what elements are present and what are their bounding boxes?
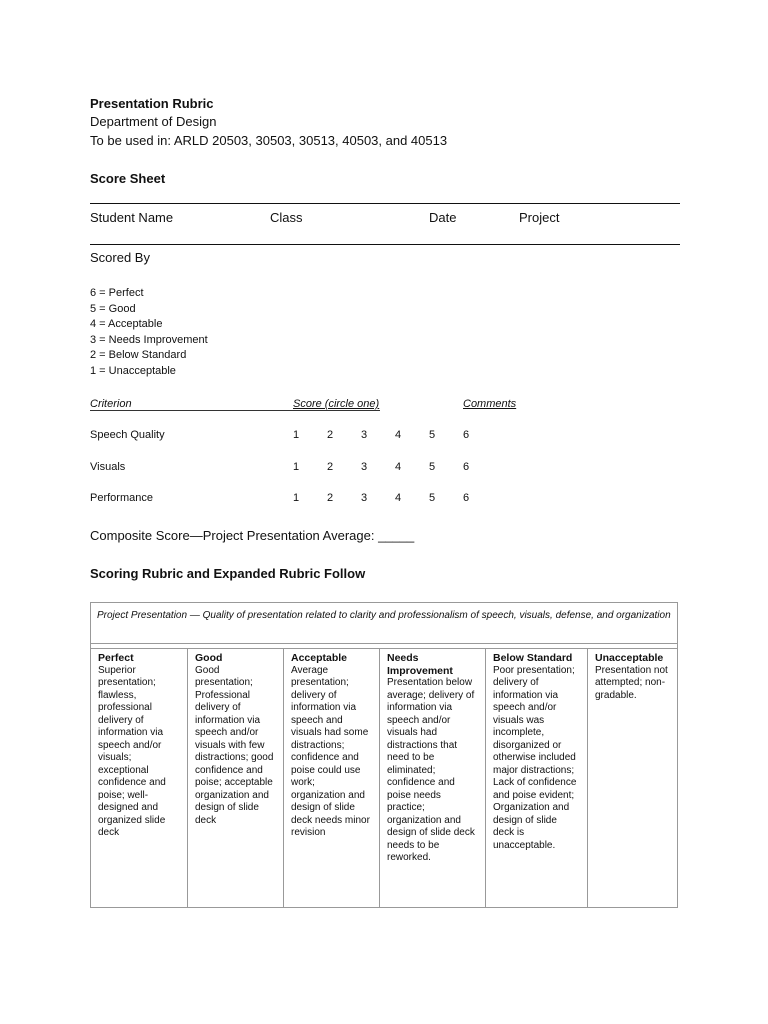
criterion-visuals: Visuals bbox=[90, 461, 126, 473]
score-option[interactable]: 1 bbox=[292, 429, 300, 441]
scale-item: 5 = Good bbox=[90, 302, 136, 315]
score-option[interactable]: 5 bbox=[428, 461, 436, 473]
field-student-name: Student Name bbox=[90, 210, 174, 225]
field-date: Date bbox=[429, 210, 457, 225]
score-option[interactable]: 5 bbox=[428, 492, 436, 504]
field-class: Class bbox=[270, 210, 303, 225]
composite-score-line: Composite Score—Project Presentation Average: _____ bbox=[90, 528, 415, 543]
rubric-col-text: Good presentation; Professional delivery of information via speech and/or visuals with few distractions; good confidence and poise; acceptable organization and design of slide deck bbox=[195, 664, 274, 826]
score-option[interactable]: 1 bbox=[292, 461, 300, 473]
rubric-col-needs-improvement bbox=[380, 649, 486, 908]
rubric-col-text: Average presentation; delivery of information via speech and visuals had some distractions; confidence and poise could use work; organization and design of slide deck needs minor revision bbox=[291, 664, 370, 838]
rubric-col-title: Perfect bbox=[98, 652, 134, 664]
rubric-col-title: Needs Improvement bbox=[387, 652, 453, 677]
score-option[interactable]: 3 bbox=[360, 461, 368, 473]
rubric-description: Project Presentation — Quality of presentation related to clarity and professionalism of speech, visuals, defense, and organization bbox=[91, 603, 677, 644]
scale-item: 4 = Acceptable bbox=[90, 318, 163, 331]
rubric-heading: Scoring Rubric and Expanded Rubric Follow bbox=[90, 566, 366, 581]
header-criterion: Criterion bbox=[90, 398, 132, 410]
score-option[interactable]: 6 bbox=[462, 461, 470, 473]
rubric-col-title: Acceptable bbox=[291, 652, 348, 664]
rubric-col-below-standard bbox=[486, 649, 588, 908]
scale-item: 6 = Perfect bbox=[90, 287, 144, 299]
header-comments: Comments bbox=[463, 398, 517, 410]
rubric-col-acceptable bbox=[284, 649, 380, 908]
score-option[interactable]: 4 bbox=[394, 429, 402, 441]
scale-item: 3 = Needs Improvement bbox=[90, 333, 208, 346]
score-option[interactable]: 2 bbox=[326, 492, 334, 504]
rubric-columns bbox=[91, 648, 677, 908]
rubric-col-good bbox=[188, 649, 284, 908]
scale-item: 1 = Unacceptable bbox=[90, 364, 176, 377]
field-scored-by: Scored By bbox=[90, 250, 150, 265]
rubric-col-title: Unacceptable bbox=[595, 652, 664, 664]
document-title: Presentation Rubric bbox=[90, 96, 214, 111]
rubric-col-text: Presentation below average; delivery of information via speech and/or visuals had distractions that need to be eliminated; confidence and poise needs practice; organization and design of slide deck needs to be reworked. bbox=[387, 677, 475, 863]
score-option[interactable]: 6 bbox=[462, 492, 470, 504]
rubric-col-text: Presentation not attempted; non-gradable. bbox=[595, 664, 668, 701]
rubric-col-perfect bbox=[91, 649, 188, 908]
score-option[interactable]: 2 bbox=[326, 461, 334, 473]
header-score: Score (circle one) bbox=[293, 398, 380, 410]
score-scale-legend bbox=[90, 286, 208, 380]
score-option[interactable]: 4 bbox=[394, 461, 402, 473]
score-option[interactable]: 4 bbox=[394, 492, 402, 504]
score-option[interactable]: 6 bbox=[462, 429, 470, 441]
score-sheet-heading: Score Sheet bbox=[90, 171, 166, 186]
criterion-speech-quality: Speech Quality bbox=[90, 429, 165, 441]
score-option[interactable]: 3 bbox=[360, 429, 368, 441]
rubric-col-unacceptable bbox=[588, 649, 677, 908]
score-option[interactable]: 2 bbox=[326, 429, 334, 441]
divider-bottom bbox=[90, 244, 680, 245]
rubric-table bbox=[90, 602, 678, 908]
score-option[interactable]: 5 bbox=[428, 429, 436, 441]
scale-item: 2 = Below Standard bbox=[90, 349, 187, 362]
criterion-performance: Performance bbox=[90, 492, 153, 504]
rubric-col-title: Good bbox=[195, 652, 223, 664]
field-project: Project bbox=[519, 210, 560, 225]
department-name: Department of Design bbox=[90, 114, 217, 129]
course-list: To be used in: ARLD 20503, 30503, 30513, 40503, and 40513 bbox=[90, 133, 448, 148]
score-option[interactable]: 3 bbox=[360, 492, 368, 504]
rubric-col-title: Below Standard bbox=[493, 652, 573, 664]
criterion-underline bbox=[90, 410, 380, 411]
rubric-col-text: Superior presentation; flawless, professional delivery of information via speech and/or visuals; exceptional confidence and poise; well-designed and organized slide deck bbox=[98, 664, 166, 838]
rubric-col-text: Poor presentation; delivery of information via speech and/or visuals was incomplete, disorganized or otherwise included major distractions; Lack of confidence and poise evident; Organization and design of slide deck is unacceptable. bbox=[493, 664, 577, 851]
score-option[interactable]: 1 bbox=[292, 492, 300, 504]
divider-top bbox=[90, 203, 680, 204]
